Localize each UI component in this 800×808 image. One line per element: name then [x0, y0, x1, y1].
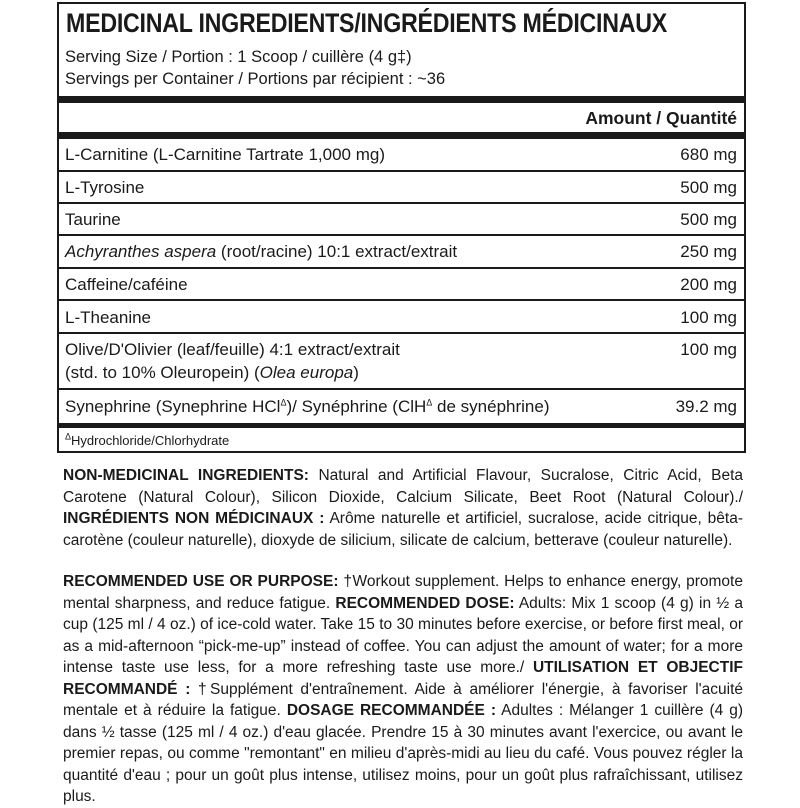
ingredient-amount: 250 mg — [680, 242, 737, 261]
row-divider — [59, 234, 744, 236]
ingredient-name-sub: (std. to 10% Oleuropein) (Olea europa) — [65, 363, 359, 382]
ingredient-name: Taurine — [65, 210, 121, 229]
ingredient-amount: 200 mg — [680, 275, 737, 294]
servings-per-container: Servings per Container / Portions par récipient : ~36 — [65, 70, 446, 88]
row-divider — [59, 332, 744, 334]
recommended-use: RECOMMENDED USE OR PURPOSE: †Workout supplement. Helps to enhance energy, promote mental sharpness, and reduce fatigue. RECOMMENDED DOSE: Adults: Mix 1 scoop (4 g) in ½ a cup (125 ml / 4 oz.) of ice-cold water. Take 15 to 30 minutes before exercise, or before first meal, or as a mid-afternoon “pick-me-up” instead of coffee. You can adjust the amount of water; for a more intense taste use less, for a more refreshing taste use more./ UTILISATION ET OBJECTIF RECOMMANDÉ : †Supplément d'entraînement. Aide à améliorer l'énergie, à favoriser l'acuité mentale et à réduire la fatigue. DOSAGE RECOMMANDÉE : Adultes : Mélanger 1 cuillère (4 g) dans ½ tasse (125 ml / 4 oz.) d'eau glacée. Prendre 15 à 30 minutes avant l'exercice, ou avant le premier repas, ou comme "remontant" en milieu d'après-midi au lieu du café. Vous pouvez régler la quantité d'eau ; pour un goût plus intense, utilisez moins, pour un goût plus rafraîchissant, utilisez plus. — [63, 573, 744, 805]
footnote: $^\Delta$Hydrochloride/Chlorhydrate — [65, 431, 230, 448]
serving-size: Serving Size / Portion : 1 Scoop / cuillère (4 g‡) — [65, 48, 412, 66]
ingredient-amount: 500 mg — [680, 178, 737, 197]
ingredient-name-rest: (root/racine) 10:1 extract/extrait — [216, 242, 458, 261]
row-divider — [59, 202, 744, 204]
ingredient-name: Synephrine (Synephrine HCl$^\Delta$)/ Synéphrine (ClH$^\Delta$ de synéphrine) — [65, 397, 550, 416]
ingredient-name: L-Theanine — [65, 308, 152, 327]
row-divider — [59, 267, 744, 269]
non-medicinal-ingredients: NON-MEDICINAL INGREDIENTS: Natural and Artificial Flavour, Sucralose, Citric Acid, Beta Carotene (Natural Colour), Silicon Dioxide, Calcium Silicate, Beet Root (Natural Colour)./ INGRÉDIENTS NON MÉDICINAUX : Arôme naturelle et artificiel, sucralose, acide citrique, bêta-carotène (couleur naturelle), dioxyde de silicium, silicate de calcium, betterave (couleur naturelle). — [63, 467, 744, 549]
ingredient-name: Olive/D'Olivier (leaf/feuille) 4:1 extract/extrait — [65, 340, 400, 359]
amount-header: Amount / Quantité — [585, 108, 737, 128]
row-divider — [59, 299, 744, 301]
ingredient-amount: 100 mg — [680, 340, 737, 359]
ingredient-amount: 500 mg — [680, 210, 737, 229]
row-divider — [59, 170, 744, 172]
ingredient-name: Caffeine/caféine — [65, 275, 188, 294]
panel-title: MEDICINAL INGREDIENTS/INGRÉDIENTS MÉDICINAUX — [66, 8, 668, 38]
ingredient-name-italic: Achyranthes aspera — [65, 242, 217, 261]
divider-thick — [59, 96, 744, 103]
row-divider — [59, 388, 744, 390]
divider-thick — [59, 132, 744, 139]
ingredient-name: L-Carnitine (L-Carnitine Tartrate 1,000 mg) — [65, 145, 385, 164]
ingredient-amount: 39.2 mg — [675, 397, 737, 416]
divider-thick — [59, 423, 744, 428]
ingredient-amount: 680 mg — [680, 145, 737, 164]
ingredient-name — [65, 242, 457, 262]
ingredient-amount: 100 mg — [680, 308, 737, 327]
medicinal-ingredients-panel — [57, 2, 746, 453]
ingredient-name: L-Tyrosine — [65, 178, 145, 197]
